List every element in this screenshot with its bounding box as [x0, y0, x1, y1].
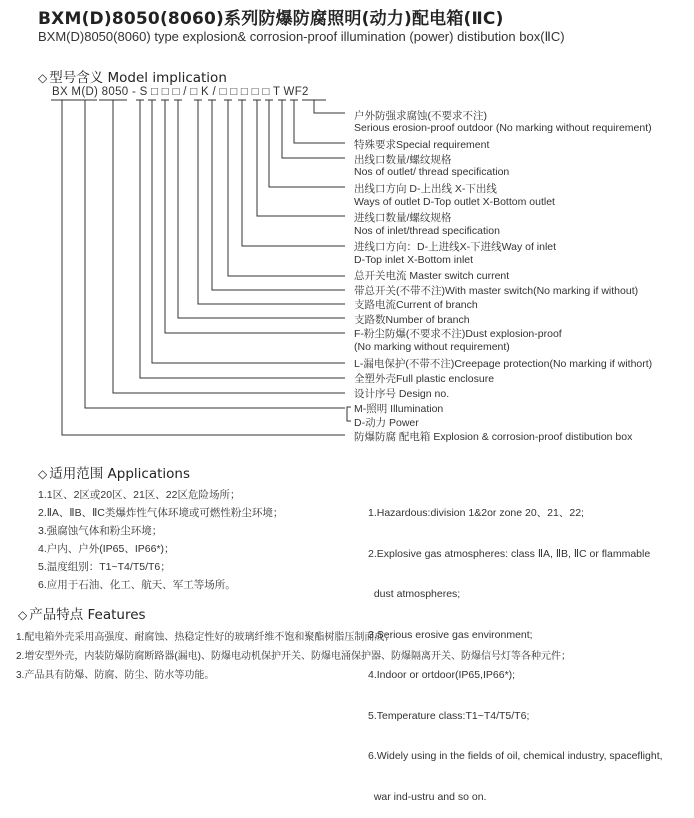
app-en-item: dust atmospheres; [368, 588, 461, 600]
label-outlet-way-cn: 出线口方向 D-上出线 X-下出线 [354, 183, 497, 195]
label-outlet-way-en: Ways of outlet D-Top outlet X-Bottom outlet [354, 196, 555, 208]
diamond-icon: ◇ [18, 608, 28, 622]
applications-cn-list [38, 486, 283, 594]
feature-item: 3.产品具有防爆、防腐、防尘、防水等功能。 [16, 670, 215, 681]
app-cn-item: 2.ⅡA、ⅡB、ⅡC类爆炸性气体环境或可燃性粉尘环境； [38, 507, 284, 519]
label-branch-current: 支路电流Current of branch [354, 299, 478, 311]
label-inlet-way-cn: 进线口方向：D-上进线X-下进线Way of inlet [354, 241, 557, 253]
label-inlet-nos-cn: 进线口数量/螺纹规格 [354, 212, 452, 224]
label-creepage: L-漏电保护(不带不注)Creepage protection(No marking if withort) [354, 358, 653, 370]
app-cn-item: 5.温度组别：T1~T4/T5/T6； [38, 561, 171, 573]
diamond-icon: ◇ [38, 71, 48, 85]
page-title: BXM(D)8050(8060)系列防爆防腐照明(动力)配电箱(ⅡC) [38, 9, 504, 29]
label-master-current: 总开关电流 Master switch current [354, 270, 510, 282]
label-special: 特殊要求Special requirement [354, 139, 490, 151]
app-cn-item: 3.强腐蚀气体和粉尘环境； [38, 525, 163, 537]
label-inlet-nos-en: Nos of inlet/thread specification [354, 225, 500, 237]
page-subtitle: BXM(D)8050(8060) type explosion& corrosion-proof illumination (power) distibution box(ⅡC) [38, 29, 565, 44]
features-heading-text: 产品特点 Features [29, 607, 146, 623]
connector-line [178, 100, 345, 318]
model-heading-text: 型号含义 Model implication [49, 70, 227, 86]
label-dust-en: (No marking without requirement) [354, 341, 510, 353]
label-distribution-box: 防爆防腐 配电箱 Explosion & corrosion-proof distibution box [354, 431, 633, 443]
app-en-item: war ind-ustru and so on. [368, 790, 487, 803]
app-en-item: 4.Indoor or ortdoor(IP65,IP66*); [368, 669, 516, 681]
app-cn-item: 1.1区、2区或20区、21区、22区危险场所； [38, 489, 241, 501]
connector-line [314, 100, 345, 113]
connector-line [212, 100, 345, 290]
label-inlet-way-en: D-Top inlet X-Bottom inlet [354, 254, 474, 266]
connector-line [85, 100, 345, 408]
label-design-no: 设计序号 Design no. [354, 388, 450, 400]
feature-item: 2.增安型外壳，内装防爆防腐断路器(漏电)、防爆电动机保护开关、防爆电涌保护器、防爆隔离开关、防爆信号灯等各种元件； [16, 651, 571, 662]
label-plastic: 全塑外壳Full plastic enclosure [354, 373, 495, 385]
label-outdoor-cn: 户外防强求腐蚀(不要求不注) [354, 110, 487, 122]
app-en-item: 2.Explosive gas atmospheres: class ⅡA, ⅡB, ⅡC or flammable [368, 547, 651, 560]
connector-line [152, 100, 345, 363]
label-outlet-nos-cn: 出线口数量/螺纹规格 [354, 154, 452, 166]
app-cn-item: 6.应用于石油、化工、航天、军工等场所。 [38, 579, 236, 591]
bracket-line [347, 407, 351, 421]
features-heading [18, 603, 146, 623]
connector-line [294, 100, 345, 143]
label-dust-cn: F-粉尘防爆(不要求不注)Dust explosion-proof [354, 328, 562, 340]
label-master-switch: 带总开关(不带不注)With master switch(No marking if without) [354, 285, 639, 297]
feature-item: 1.配电箱外壳采用高强度、耐腐蚀、热稳定性好的玻璃纤维不饱和聚酯树脂压制而成； [16, 632, 395, 643]
label-outdoor-en: Serious erosion-proof outdoor (No marking without requirement) [354, 122, 652, 134]
connector-line [62, 100, 345, 435]
features-list [16, 628, 571, 685]
applications-heading [38, 462, 190, 482]
diamond-icon: ◇ [38, 467, 48, 481]
model-code: BX M(D) 8050 - S □ □ □ / □ K / □ □ □ □ □ T WF2 [52, 86, 309, 98]
label-illumination: M-照明 Illumination [354, 403, 444, 415]
app-en-item: 3.Serious erosive gas environment; [368, 628, 533, 641]
label-branch-number: 支路数Number of branch [354, 314, 470, 326]
connector-line [228, 100, 345, 276]
app-en-item: 1.Hazardous:division 1&2or zone 20、21、22; [368, 507, 584, 519]
app-cn-item: 4.户内、户外(IP65、IP66*)； [38, 543, 175, 555]
label-power: D-动力 Power [354, 417, 419, 429]
connector-line [198, 100, 345, 304]
app-en-item: 5.Temperature class:T1~T4/T5/T6; [368, 709, 530, 722]
label-outlet-nos-en: Nos of outlet/ thread specification [354, 166, 510, 178]
app-en-item: 6.Widely using in the fields of oil, chemical industry, spaceflight, [368, 750, 663, 762]
applications-heading-text: 适用范围 Applications [49, 466, 190, 482]
